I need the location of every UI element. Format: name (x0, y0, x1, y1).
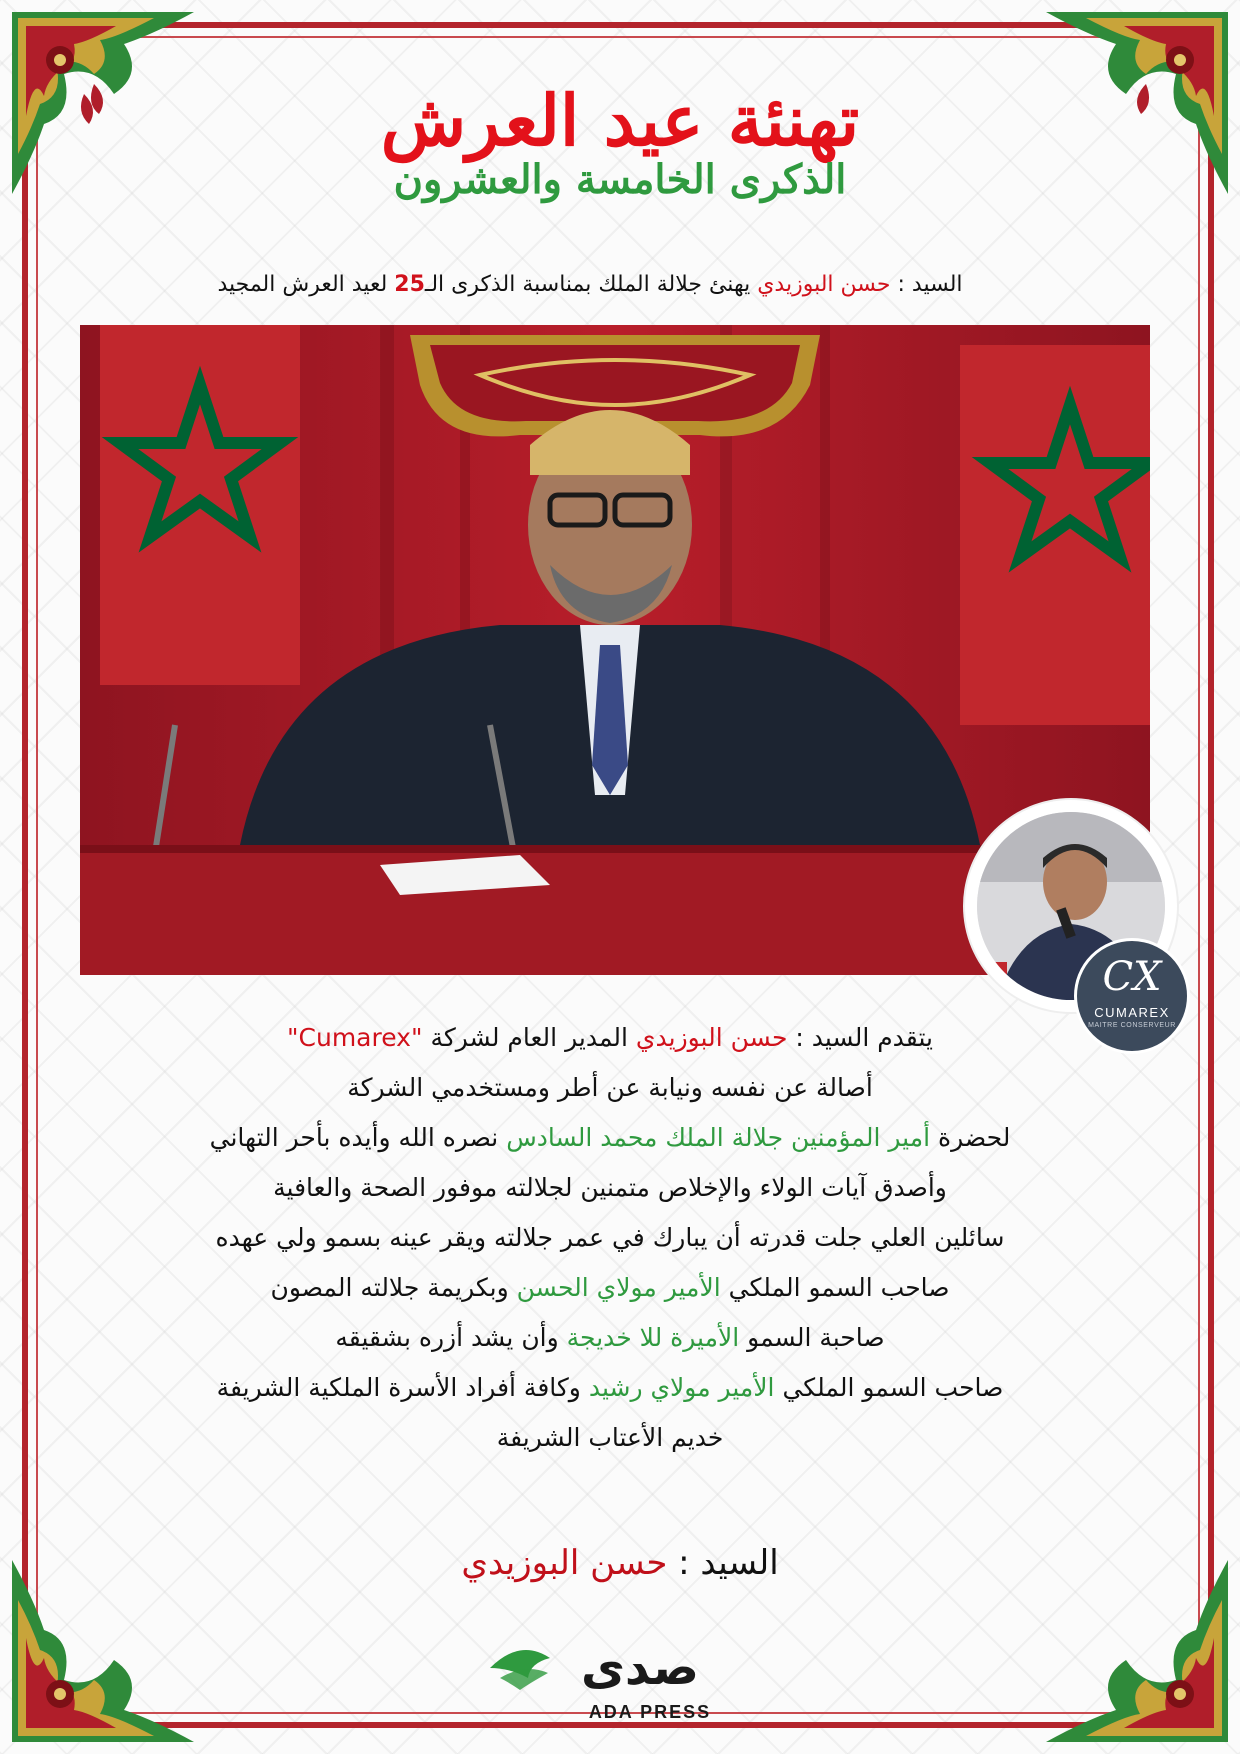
message-line-7-part-a: صاحبة السمو (747, 1323, 885, 1352)
intro-name: حسن البوزيدي (757, 272, 891, 297)
intro-prefix: السيد : (897, 272, 963, 297)
intro-text-b: لعيد العرش المجيد (217, 272, 388, 297)
logo-latin-text: ADA PRESS (588, 1702, 712, 1722)
message-line-1-name: حسن البوزيدي (635, 1023, 788, 1052)
message-line-3-part-c: نصره الله وأيده بأحر التهاني (209, 1123, 499, 1152)
message-line-1-part-a: يتقدم السيد : (795, 1023, 933, 1052)
message-line-7-part-c: وأن يشد أزره بشقيقه (335, 1323, 559, 1352)
message-line-6-title: الأمير مولاي الحسن (516, 1273, 721, 1302)
message-line-6-part-c: وبكريمة جلالته المصون (270, 1273, 509, 1302)
intro-line (80, 272, 1100, 298)
message-line-9: خديم الأعتاب الشريفة (496, 1423, 724, 1452)
signature-name: حسن البوزيدي (461, 1543, 668, 1583)
message-line-3 (70, 1113, 1150, 1163)
signature (0, 1543, 1240, 1584)
message-body (70, 1013, 1150, 1463)
message-line-8-part-a: صاحب السمو الملكي (782, 1373, 1004, 1402)
page-subtitle: الذكرى الخامسة والعشرون (393, 156, 847, 203)
intro-text-a: يهنئ جلالة الملك بمناسبة الذكرى الـ (424, 272, 751, 297)
message-line-3-title: أمير المؤمنين جلالة الملك محمد السادس (506, 1123, 931, 1152)
sada-press-logo (470, 1628, 770, 1728)
message-line-7-title: الأميرة للا خديجة (566, 1323, 740, 1352)
message-line-2: أصالة عن نفسه ونيابة عن أطر ومستخدمي الشركة (347, 1073, 873, 1102)
message-line-1 (70, 1013, 1150, 1063)
message-line-1-company: "Cumarex" (287, 1023, 423, 1052)
cumarex-monogram: CX (1102, 954, 1162, 1000)
message-line-3-part-a: لحضرة (938, 1123, 1011, 1152)
message-line-8-part-c: وكافة أفراد الأسرة الملكية الشريفة (216, 1373, 581, 1402)
message-line-6-part-a: صاحب السمو الملكي (728, 1273, 950, 1302)
signature-prefix: السيد : (678, 1543, 779, 1583)
logo-arabic-text: صدى (580, 1640, 700, 1696)
message-line-7 (70, 1313, 1150, 1363)
message-line-8-title: الأمير مولاي رشيد (588, 1373, 775, 1402)
message-line-6 (70, 1263, 1150, 1313)
message-line-1-part-c: المدير العام لشركة (430, 1023, 628, 1052)
cumarex-tagline: MAITRE CONSERVEUR (1088, 1022, 1176, 1029)
page-title: تهنئة عيد العرش (380, 79, 860, 162)
cumarex-brand-name: CUMAREX (1094, 1005, 1170, 1020)
intro-number: 25 (394, 272, 425, 297)
message-line-8 (70, 1363, 1150, 1413)
message-line-5: سائلين العلي جلت قدرته أن يبارك في عمر جلالته ويقر عينه بسمو ولي عهده (215, 1223, 1005, 1252)
message-line-4: وأصدق آيات الولاء والإخلاص متمنين لجلالته موفور الصحة والعافية (273, 1173, 947, 1202)
